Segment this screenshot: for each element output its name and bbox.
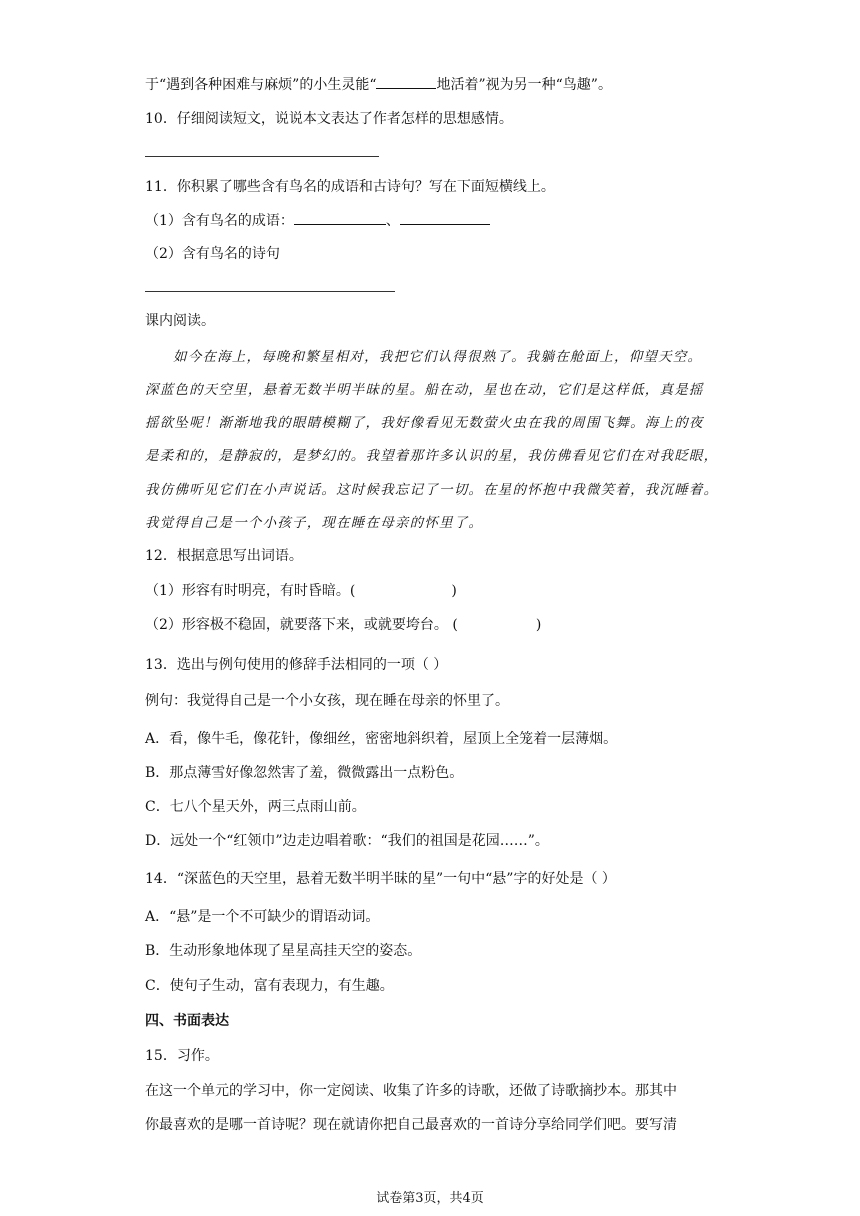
- q11-poem-answer-line[interactable]: [145, 291, 395, 292]
- q11-sub2: （2）含有鸟名的诗句: [145, 246, 280, 262]
- passage-line: 我觉得自己是一个小孩子，现在睡在母亲的怀里了。: [145, 515, 484, 531]
- q12-sub2: （2）形容极不稳固，就要落下来，或就要垮台。 ( ): [145, 617, 542, 633]
- q9-tail: 于“遇到各种困难与麻烦”的小生灵能“ 地活着”视为另一种“鸟趣”。: [145, 77, 612, 93]
- q9-blank[interactable]: [376, 76, 436, 89]
- q14-stem: 14．“深蓝色的天空里，悬着无数半明半昧的星”一句中“悬”字的好处是（ ）: [145, 871, 616, 887]
- q11-stem: 11．你积累了哪些含有鸟名的成语和古诗句？写在下面短横线上。: [145, 179, 555, 195]
- q15-prompt-line: 在这一个单元的学习中，你一定阅读、收集了许多的诗歌，还做了诗歌摘抄本。那其中: [145, 1083, 677, 1099]
- q13-option-d[interactable]: D．远处一个“红领巾”边走边唱着歌：“我们的祖国是花园……”。: [145, 833, 549, 849]
- q12-stem: 12．根据意思写出词语。: [145, 548, 303, 564]
- q11-idiom-blank-1[interactable]: [294, 212, 386, 225]
- section-label: 课内阅读。: [145, 313, 215, 329]
- q14-option-c[interactable]: C．使句子生动，富有表现力，有生趣。: [145, 978, 394, 994]
- q12-sub1: （1）形容有时明亮，有时昏暗。( ): [145, 583, 457, 599]
- q10-stem: 10．仔细阅读短文，说说本文表达了作者怎样的思想感情。: [145, 111, 513, 127]
- q13-option-a[interactable]: A．看，像牛毛，像花针，像细丝，密密地斜织着，屋顶上全笼着一层薄烟。: [145, 731, 618, 747]
- q11-sub1: （1）含有鸟名的成语： 、: [145, 210, 490, 230]
- passage-line: 如今在海上，每晚和繁星相对，我把它们认得很熟了。我躺在舱面上，仰望天空。: [173, 349, 703, 365]
- passage-line: 深蓝色的天空里，悬着无数半明半昧的星。船在动，星也在动，它们是这样低，真是摇: [145, 382, 704, 398]
- q13-stem: 13．选出与例句使用的修辞手法相同的一项（ ）: [145, 657, 448, 673]
- q13-example: 例句：我觉得自己是一个小女孩，现在睡在母亲的怀里了。: [145, 693, 509, 709]
- passage-line: 是柔和的，是静寂的，是梦幻的。我望着那许多认识的星，我仿佛看见它们在对我眨眼，: [145, 448, 719, 464]
- passage-line: 摇欲坠呢！渐渐地我的眼睛模糊了，我好像看见无数萤火虫在我的周围飞舞。海上的夜: [145, 415, 704, 431]
- q15-prompt-line: 你最喜欢的是哪一首诗呢？现在就请你把自己最喜欢的一首诗分享给同学们吧。要写清: [145, 1117, 677, 1133]
- q10-answer-line[interactable]: [145, 156, 379, 157]
- q13-option-c[interactable]: C．七八个星天外，两三点雨山前。: [145, 799, 366, 815]
- section-heading: 四、书面表达: [145, 1013, 229, 1029]
- q11-idiom-blank-2[interactable]: [400, 212, 490, 225]
- page-footer: 试卷第3页，共4页: [376, 1191, 484, 1206]
- q14-option-b[interactable]: B．生动形象地体现了星星高挂天空的姿态。: [145, 943, 422, 959]
- q13-option-b[interactable]: B．那点薄雪好像忽然害了羞，微微露出一点粉色。: [145, 765, 464, 781]
- q14-option-a[interactable]: A．“悬”是一个不可缺少的谓语动词。: [145, 909, 380, 925]
- passage-line: 我仿佛听见它们在小声说话。这时候我忘记了一切。在星的怀抱中我微笑着，我沉睡着。: [145, 482, 719, 498]
- q15-stem: 15．习作。: [145, 1048, 219, 1064]
